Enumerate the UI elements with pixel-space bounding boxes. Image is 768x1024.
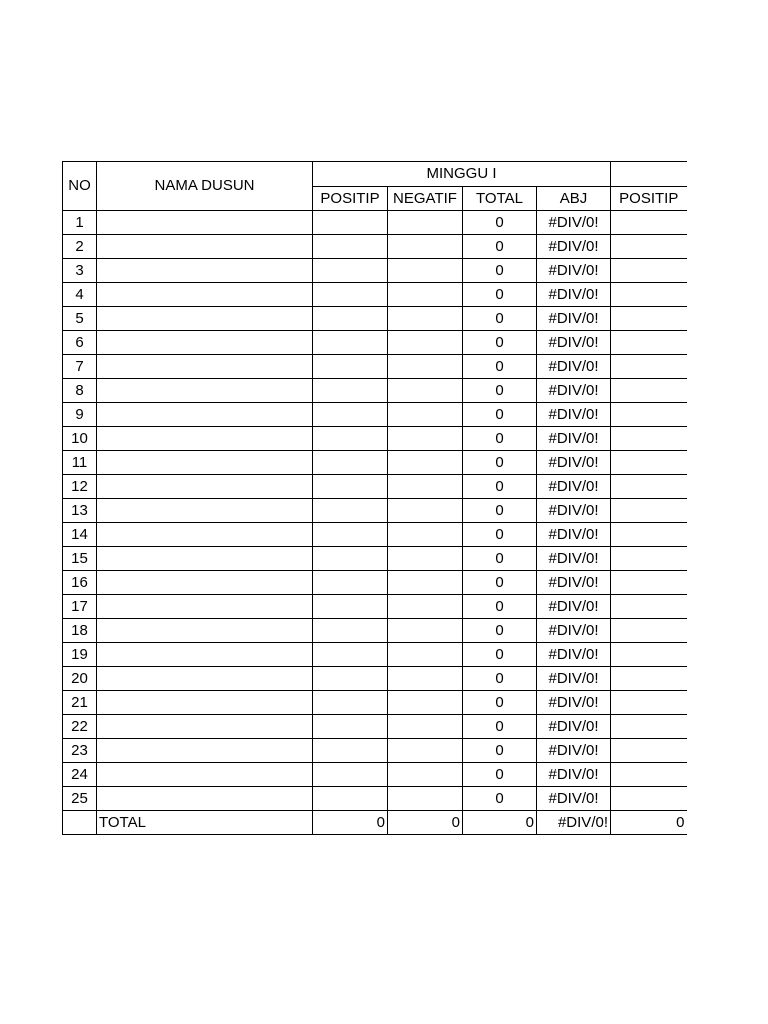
row-negatif[interactable] <box>388 211 463 235</box>
row-positip[interactable] <box>313 547 388 571</box>
row-no: 5 <box>63 307 97 331</box>
row-total: 0 <box>463 739 537 763</box>
row-no: 3 <box>63 259 97 283</box>
row-negatif[interactable] <box>388 739 463 763</box>
row-negatif[interactable] <box>388 331 463 355</box>
row-abj: #DIV/0! <box>537 211 611 235</box>
row-total: 0 <box>463 283 537 307</box>
row-nama-dusun[interactable] <box>97 355 313 379</box>
row-abj: #DIV/0! <box>537 451 611 475</box>
table-row <box>63 595 687 619</box>
table-row <box>63 403 687 427</box>
table-row <box>63 307 687 331</box>
row-no: 24 <box>63 763 97 787</box>
row-nama-dusun[interactable] <box>97 379 313 403</box>
row-total: 0 <box>463 403 537 427</box>
table-row <box>63 499 687 523</box>
row-next-positip[interactable] <box>611 235 687 259</box>
row-nama-dusun[interactable] <box>97 715 313 739</box>
table-row <box>63 619 687 643</box>
row-positip[interactable] <box>313 715 388 739</box>
row-negatif[interactable] <box>388 547 463 571</box>
row-nama-dusun[interactable] <box>97 427 313 451</box>
row-total: 0 <box>463 595 537 619</box>
total-abj: #DIV/0! <box>537 811 611 835</box>
row-next-positip[interactable] <box>611 451 687 475</box>
row-next-positip[interactable] <box>611 283 687 307</box>
row-negatif[interactable] <box>388 235 463 259</box>
row-next-positip[interactable] <box>611 403 687 427</box>
row-positip[interactable] <box>313 307 388 331</box>
row-no: 20 <box>63 667 97 691</box>
row-nama-dusun[interactable] <box>97 307 313 331</box>
row-no: 23 <box>63 739 97 763</box>
row-nama-dusun[interactable] <box>97 211 313 235</box>
row-abj: #DIV/0! <box>537 355 611 379</box>
row-abj: #DIV/0! <box>537 307 611 331</box>
row-negatif[interactable] <box>388 451 463 475</box>
table-row <box>63 259 687 283</box>
row-next-positip[interactable] <box>611 691 687 715</box>
row-total: 0 <box>463 379 537 403</box>
row-no: 10 <box>63 427 97 451</box>
total-positip: 0 <box>313 811 388 835</box>
table-row <box>63 691 687 715</box>
table-row <box>63 427 687 451</box>
row-abj: #DIV/0! <box>537 691 611 715</box>
row-no: 16 <box>63 571 97 595</box>
row-positip[interactable] <box>313 691 388 715</box>
row-negatif[interactable] <box>388 475 463 499</box>
row-next-positip[interactable] <box>611 523 687 547</box>
row-total: 0 <box>463 475 537 499</box>
row-total: 0 <box>463 571 537 595</box>
row-abj: #DIV/0! <box>537 259 611 283</box>
row-no: 22 <box>63 715 97 739</box>
row-abj: #DIV/0! <box>537 427 611 451</box>
row-nama-dusun[interactable] <box>97 283 313 307</box>
row-no: 17 <box>63 595 97 619</box>
row-next-positip[interactable] <box>611 739 687 763</box>
row-total: 0 <box>463 427 537 451</box>
row-no: 2 <box>63 235 97 259</box>
total-next-positip: 0 <box>611 811 687 835</box>
table-row <box>63 331 687 355</box>
header-nama-dusun: NAMA DUSUN <box>97 162 313 211</box>
row-next-positip[interactable] <box>611 763 687 787</box>
row-positip[interactable] <box>313 571 388 595</box>
table-row <box>63 547 687 571</box>
row-nama-dusun[interactable] <box>97 523 313 547</box>
table-row <box>63 379 687 403</box>
row-negatif[interactable] <box>388 763 463 787</box>
row-positip[interactable] <box>313 475 388 499</box>
row-abj: #DIV/0! <box>537 763 611 787</box>
table-row <box>63 451 687 475</box>
row-nama-dusun[interactable] <box>97 643 313 667</box>
row-negatif[interactable] <box>388 403 463 427</box>
row-next-positip[interactable] <box>611 307 687 331</box>
row-negatif[interactable] <box>388 571 463 595</box>
row-total: 0 <box>463 211 537 235</box>
row-next-positip[interactable] <box>611 787 687 811</box>
row-positip[interactable] <box>313 211 388 235</box>
row-next-positip[interactable] <box>611 667 687 691</box>
row-positip[interactable] <box>313 259 388 283</box>
row-nama-dusun[interactable] <box>97 235 313 259</box>
row-positip[interactable] <box>313 499 388 523</box>
row-positip[interactable] <box>313 739 388 763</box>
row-positip[interactable] <box>313 403 388 427</box>
header-week: MINGGU I <box>313 162 611 187</box>
row-total: 0 <box>463 547 537 571</box>
row-negatif[interactable] <box>388 595 463 619</box>
row-total: 0 <box>463 307 537 331</box>
row-nama-dusun[interactable] <box>97 499 313 523</box>
table-row <box>63 715 687 739</box>
row-total: 0 <box>463 643 537 667</box>
row-positip[interactable] <box>313 283 388 307</box>
row-next-positip[interactable] <box>611 619 687 643</box>
row-abj: #DIV/0! <box>537 547 611 571</box>
row-nama-dusun[interactable] <box>97 763 313 787</box>
row-no: 12 <box>63 475 97 499</box>
row-next-positip[interactable] <box>611 379 687 403</box>
row-no: 4 <box>63 283 97 307</box>
row-negatif[interactable] <box>388 355 463 379</box>
row-next-positip[interactable] <box>611 355 687 379</box>
row-total: 0 <box>463 355 537 379</box>
row-positip[interactable] <box>313 451 388 475</box>
row-no: 9 <box>63 403 97 427</box>
row-nama-dusun[interactable] <box>97 787 313 811</box>
total-total: 0 <box>463 811 537 835</box>
row-abj: #DIV/0! <box>537 619 611 643</box>
row-nama-dusun[interactable] <box>97 451 313 475</box>
row-total: 0 <box>463 619 537 643</box>
row-next-positip[interactable] <box>611 571 687 595</box>
row-positip[interactable] <box>313 523 388 547</box>
row-nama-dusun[interactable] <box>97 547 313 571</box>
row-abj: #DIV/0! <box>537 283 611 307</box>
header-row-1 <box>63 162 687 187</box>
row-negatif[interactable] <box>388 667 463 691</box>
row-total: 0 <box>463 235 537 259</box>
row-abj: #DIV/0! <box>537 499 611 523</box>
row-no: 21 <box>63 691 97 715</box>
row-positip[interactable] <box>313 331 388 355</box>
row-positip[interactable] <box>313 643 388 667</box>
row-no: 7 <box>63 355 97 379</box>
row-positip[interactable] <box>313 235 388 259</box>
total-no-cell <box>63 811 97 835</box>
row-next-positip[interactable] <box>611 499 687 523</box>
row-positip[interactable] <box>313 763 388 787</box>
row-abj: #DIV/0! <box>537 379 611 403</box>
row-nama-dusun[interactable] <box>97 619 313 643</box>
header-next-week <box>611 162 687 187</box>
row-no: 1 <box>63 211 97 235</box>
row-abj: #DIV/0! <box>537 235 611 259</box>
row-next-positip[interactable] <box>611 643 687 667</box>
table-row <box>63 211 687 235</box>
row-next-positip[interactable] <box>611 595 687 619</box>
row-total: 0 <box>463 715 537 739</box>
row-total: 0 <box>463 499 537 523</box>
row-abj: #DIV/0! <box>537 739 611 763</box>
row-total: 0 <box>463 787 537 811</box>
row-next-positip[interactable] <box>611 259 687 283</box>
row-next-positip[interactable] <box>611 475 687 499</box>
row-positip[interactable] <box>313 379 388 403</box>
header-negatif: NEGATIF <box>388 187 463 211</box>
row-abj: #DIV/0! <box>537 667 611 691</box>
row-positip[interactable] <box>313 787 388 811</box>
row-next-positip[interactable] <box>611 331 687 355</box>
header-total: TOTAL <box>463 187 537 211</box>
row-negatif[interactable] <box>388 427 463 451</box>
row-abj: #DIV/0! <box>537 475 611 499</box>
row-negatif[interactable] <box>388 283 463 307</box>
row-negatif[interactable] <box>388 619 463 643</box>
total-label: TOTAL <box>97 811 313 835</box>
row-no: 19 <box>63 643 97 667</box>
header-next-positip: POSITIP <box>611 187 687 211</box>
row-no: 13 <box>63 499 97 523</box>
row-positip[interactable] <box>313 619 388 643</box>
row-no: 14 <box>63 523 97 547</box>
row-next-positip[interactable] <box>611 547 687 571</box>
table-row <box>63 523 687 547</box>
row-nama-dusun[interactable] <box>97 331 313 355</box>
row-nama-dusun[interactable] <box>97 595 313 619</box>
row-total: 0 <box>463 691 537 715</box>
row-no: 11 <box>63 451 97 475</box>
row-no: 25 <box>63 787 97 811</box>
data-table <box>62 161 687 835</box>
row-total: 0 <box>463 331 537 355</box>
header-positip: POSITIP <box>313 187 388 211</box>
row-abj: #DIV/0! <box>537 571 611 595</box>
row-nama-dusun[interactable] <box>97 739 313 763</box>
row-total: 0 <box>463 451 537 475</box>
row-total: 0 <box>463 763 537 787</box>
row-nama-dusun[interactable] <box>97 571 313 595</box>
row-total: 0 <box>463 259 537 283</box>
row-nama-dusun[interactable] <box>97 475 313 499</box>
row-nama-dusun[interactable] <box>97 403 313 427</box>
row-positip[interactable] <box>313 355 388 379</box>
row-abj: #DIV/0! <box>537 595 611 619</box>
row-positip[interactable] <box>313 427 388 451</box>
row-abj: #DIV/0! <box>537 331 611 355</box>
row-negatif[interactable] <box>388 307 463 331</box>
table-row <box>63 739 687 763</box>
row-abj: #DIV/0! <box>537 523 611 547</box>
row-no: 18 <box>63 619 97 643</box>
row-negatif[interactable] <box>388 691 463 715</box>
row-total: 0 <box>463 667 537 691</box>
row-abj: #DIV/0! <box>537 715 611 739</box>
row-positip[interactable] <box>313 595 388 619</box>
table-row <box>63 571 687 595</box>
table-row <box>63 667 687 691</box>
header-no: NO <box>63 162 97 211</box>
row-abj: #DIV/0! <box>537 787 611 811</box>
table-row <box>63 643 687 667</box>
row-nama-dusun[interactable] <box>97 691 313 715</box>
row-abj: #DIV/0! <box>537 643 611 667</box>
row-next-positip[interactable] <box>611 715 687 739</box>
row-positip[interactable] <box>313 667 388 691</box>
row-negatif[interactable] <box>388 379 463 403</box>
table-row <box>63 355 687 379</box>
row-abj: #DIV/0! <box>537 403 611 427</box>
row-nama-dusun[interactable] <box>97 667 313 691</box>
row-total: 0 <box>463 523 537 547</box>
row-next-positip[interactable] <box>611 427 687 451</box>
row-negatif[interactable] <box>388 643 463 667</box>
row-negatif[interactable] <box>388 499 463 523</box>
table-row <box>63 763 687 787</box>
table-row <box>63 787 687 811</box>
row-next-positip[interactable] <box>611 211 687 235</box>
row-negatif[interactable] <box>388 715 463 739</box>
row-nama-dusun[interactable] <box>97 259 313 283</box>
total-row <box>63 811 687 835</box>
total-negatif: 0 <box>388 811 463 835</box>
table-row <box>63 475 687 499</box>
row-no: 15 <box>63 547 97 571</box>
header-abj: ABJ <box>537 187 611 211</box>
table-row <box>63 283 687 307</box>
row-negatif[interactable] <box>388 523 463 547</box>
row-no: 8 <box>63 379 97 403</box>
row-no: 6 <box>63 331 97 355</box>
table-row <box>63 235 687 259</box>
row-negatif[interactable] <box>388 259 463 283</box>
row-negatif[interactable] <box>388 787 463 811</box>
